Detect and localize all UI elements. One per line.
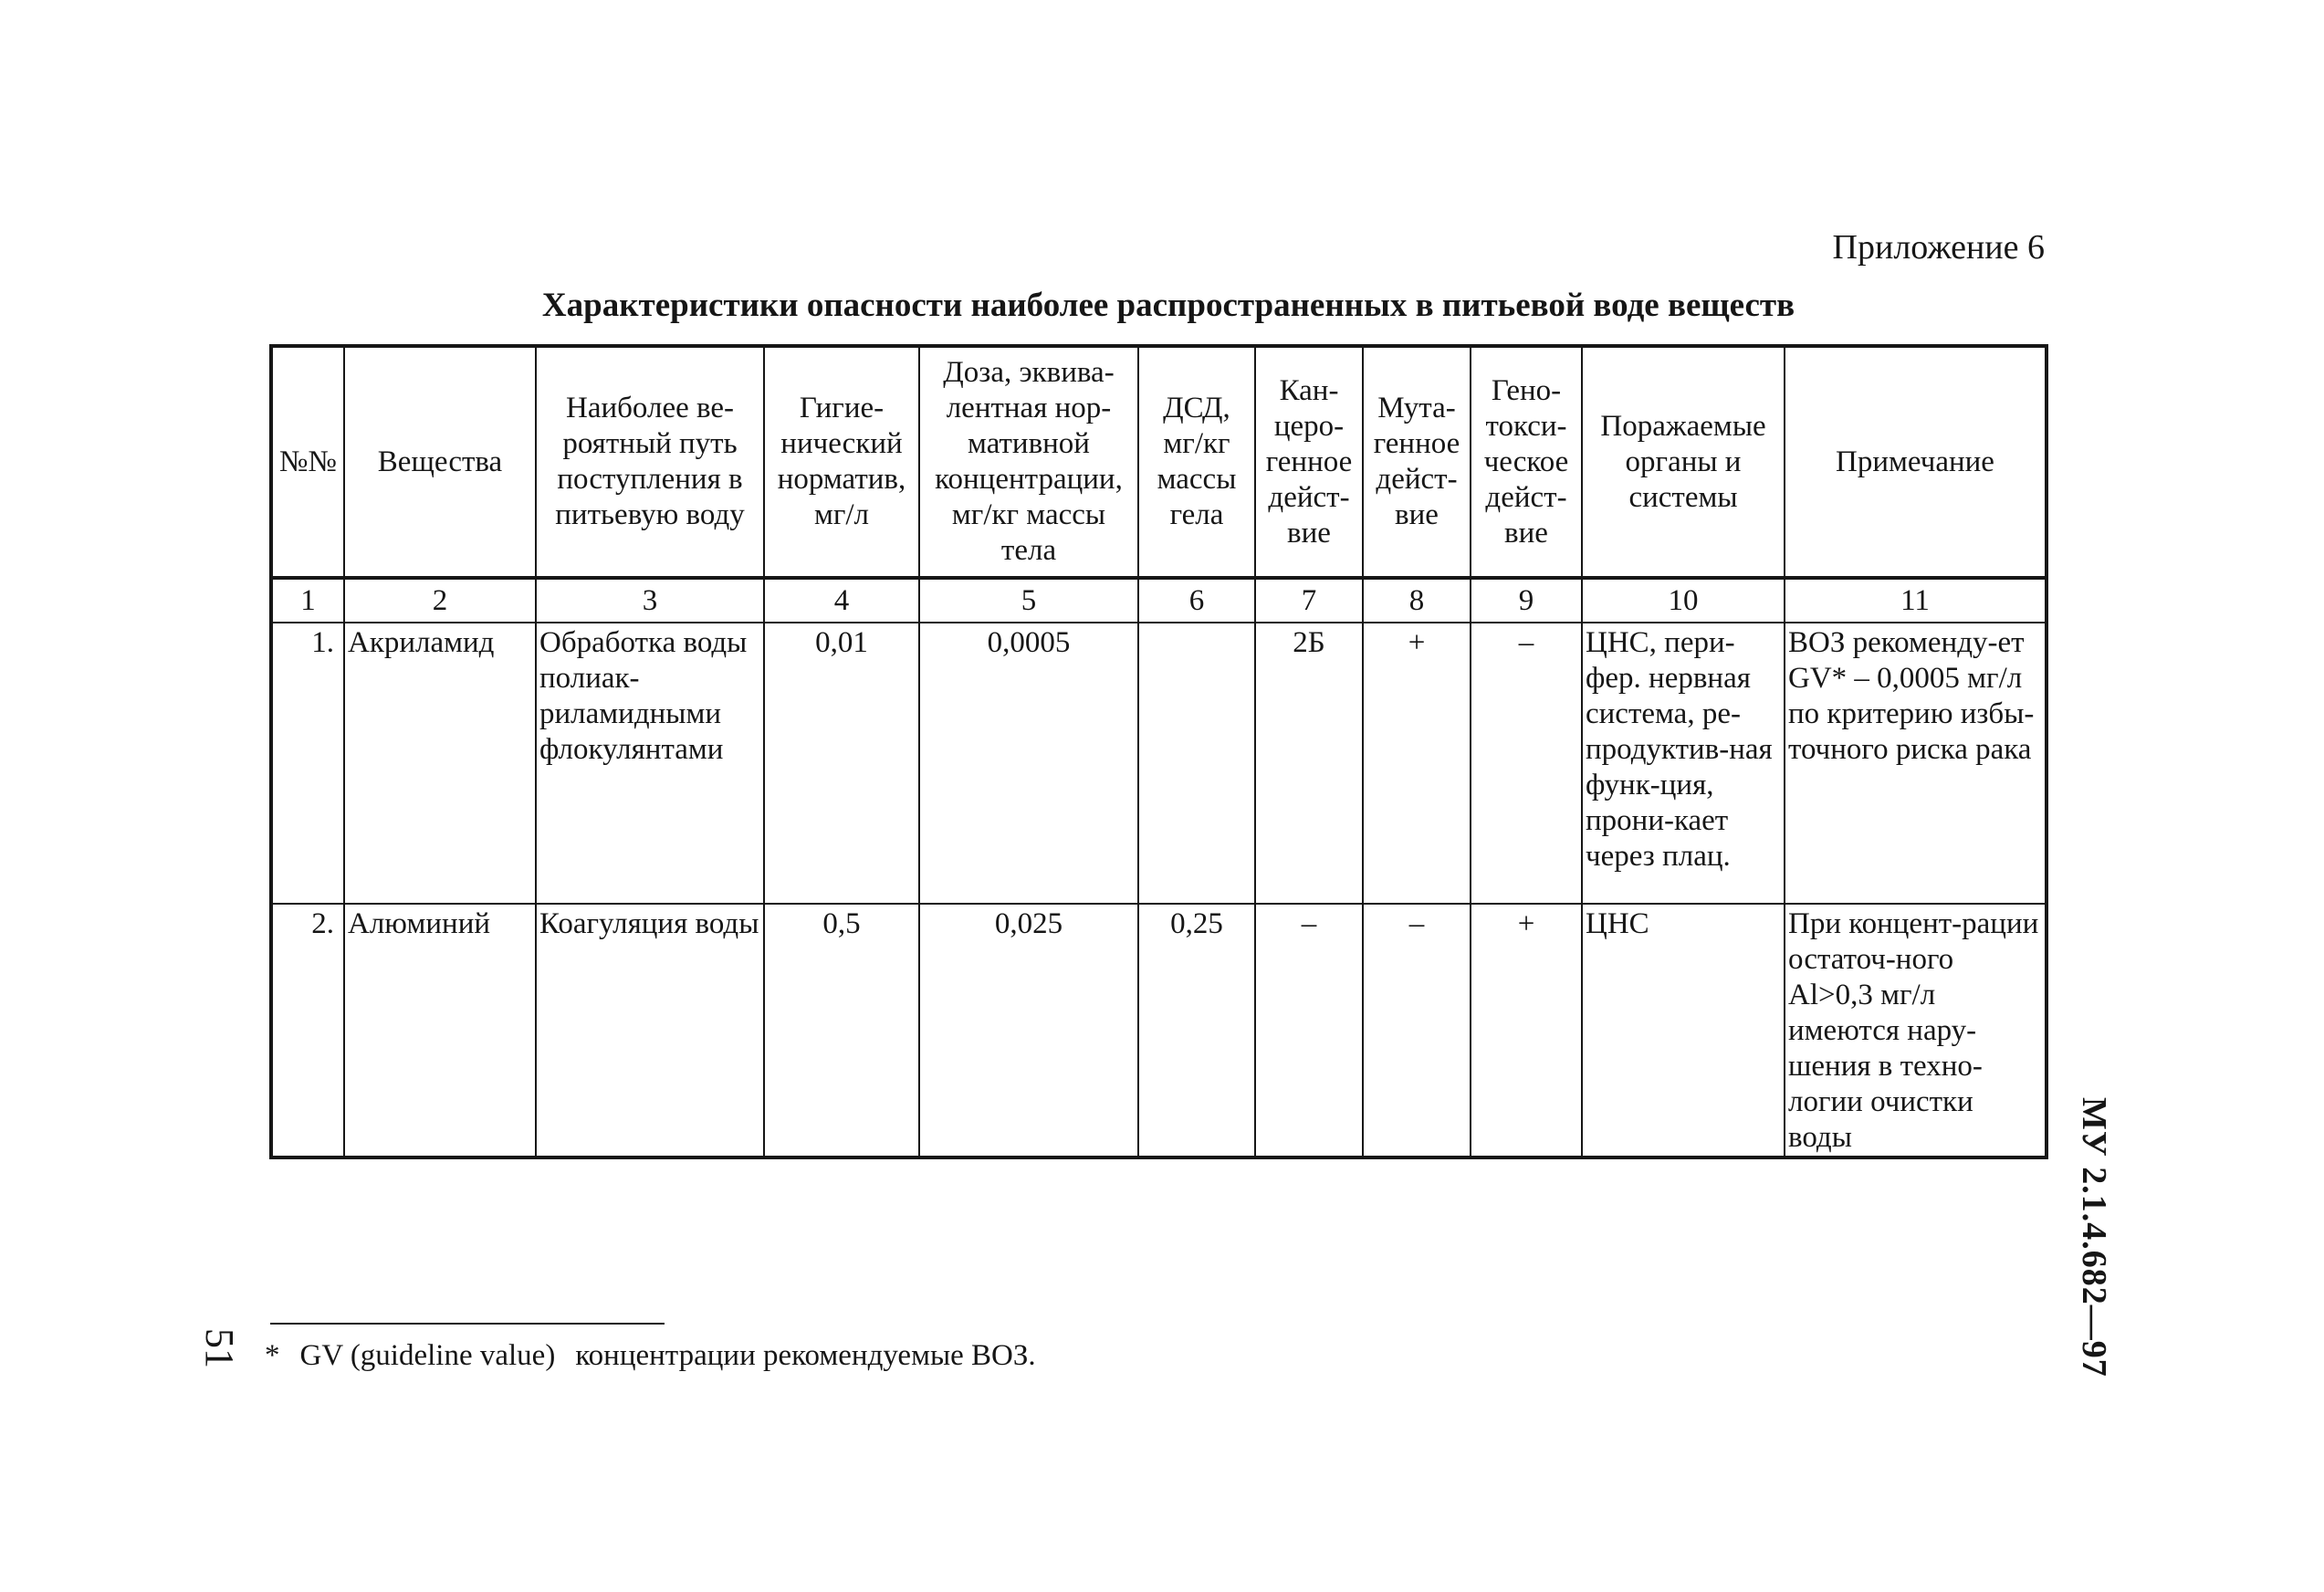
column-number: 9	[1471, 578, 1582, 623]
note-cell: ВОЗ рекоменду-ет GV* – 0,0005 мг/л по критерию избы-точного риска рака	[1785, 623, 2047, 904]
substance-cell: Акриламид	[344, 623, 536, 904]
genotoxic-cell: +	[1471, 904, 1582, 1157]
route-cell: Обработка воды полиак-риламидными флокулянтами	[536, 623, 764, 904]
column-number: 7	[1255, 578, 1363, 623]
column-number: 4	[764, 578, 919, 623]
organs-cell: ЦНС	[1582, 904, 1785, 1157]
column-number: 11	[1785, 578, 2047, 623]
header-cell: Мута-генное дейст-вие	[1363, 346, 1471, 578]
dsd-cell	[1138, 623, 1255, 904]
header-cell: №№	[271, 346, 344, 578]
header-cell: Гено-токси-ческое дейст-вие	[1471, 346, 1582, 578]
column-number: 1	[271, 578, 344, 623]
header-cell: Примечание	[1785, 346, 2047, 578]
dose-cell: 0,0005	[919, 623, 1138, 904]
header-cell: Поражаемые органы и системы	[1582, 346, 1785, 578]
column-number: 6	[1138, 578, 1255, 623]
column-number: 5	[919, 578, 1138, 623]
header-cell: Кан-церо-генное дейст-вие	[1255, 346, 1363, 578]
dsd-cell: 0,25	[1138, 904, 1255, 1157]
column-number: 3	[536, 578, 764, 623]
footnote-text: концентрации рекомендуемые ВОЗ.	[575, 1339, 1036, 1372]
column-number: 10	[1582, 578, 1785, 623]
carcinogenic-cell: –	[1255, 904, 1363, 1157]
row-number: 1.	[271, 623, 344, 904]
route-cell: Коагуляция воды	[536, 904, 764, 1157]
header-cell: Доза, эквива-лентная нор-мативной концентрации, мг/кг массы тела	[919, 346, 1138, 578]
header-cell: Вещества	[344, 346, 536, 578]
document-title: Характеристики опасности наиболее распространенных в питьевой воде веществ	[541, 287, 1795, 324]
column-number: 8	[1363, 578, 1471, 623]
header-cell: ДСД, мг/кг массы гела	[1138, 346, 1255, 578]
hazard-table	[269, 344, 2048, 1159]
table-row	[271, 623, 2047, 904]
document-code: МУ 2.1.4.682—97	[2075, 1097, 2113, 1377]
table-row	[271, 904, 2047, 1157]
header-cell: Наиболее ве-роятный путь поступления в питьевую воду	[536, 346, 764, 578]
carcinogenic-cell: 2Б	[1255, 623, 1363, 904]
footnote	[265, 1337, 1036, 1374]
dose-cell: 0,025	[919, 904, 1138, 1157]
substance-cell: Алюминий	[344, 904, 536, 1157]
header-cell: Гигие-нический норматив, мг/л	[764, 346, 919, 578]
column-number: 2	[344, 578, 536, 623]
mutagenic-cell: –	[1363, 904, 1471, 1157]
organs-cell: ЦНС, пери-фер. нервная система, ре-продуктив-ная функ-ция, прони-кает через плац.	[1582, 623, 1785, 904]
page-number: 51	[197, 1328, 242, 1368]
column-number-row	[271, 578, 2047, 623]
appendix-label: Приложение 6	[1832, 228, 2045, 267]
footnote-divider	[270, 1323, 665, 1325]
mutagenic-cell: +	[1363, 623, 1471, 904]
footnote-marker: *	[265, 1339, 280, 1372]
norm-cell: 0,5	[764, 904, 919, 1157]
row-number: 2.	[271, 904, 344, 1157]
footnote-term: GV (guideline value)	[299, 1339, 556, 1372]
table-header-row	[271, 346, 2047, 578]
genotoxic-cell: –	[1471, 623, 1582, 904]
note-cell: При концент-рации остаточ-ного Al>0,3 мг/л имеются нару-шения в техно-логии очистки воды	[1785, 904, 2047, 1157]
norm-cell: 0,01	[764, 623, 919, 904]
